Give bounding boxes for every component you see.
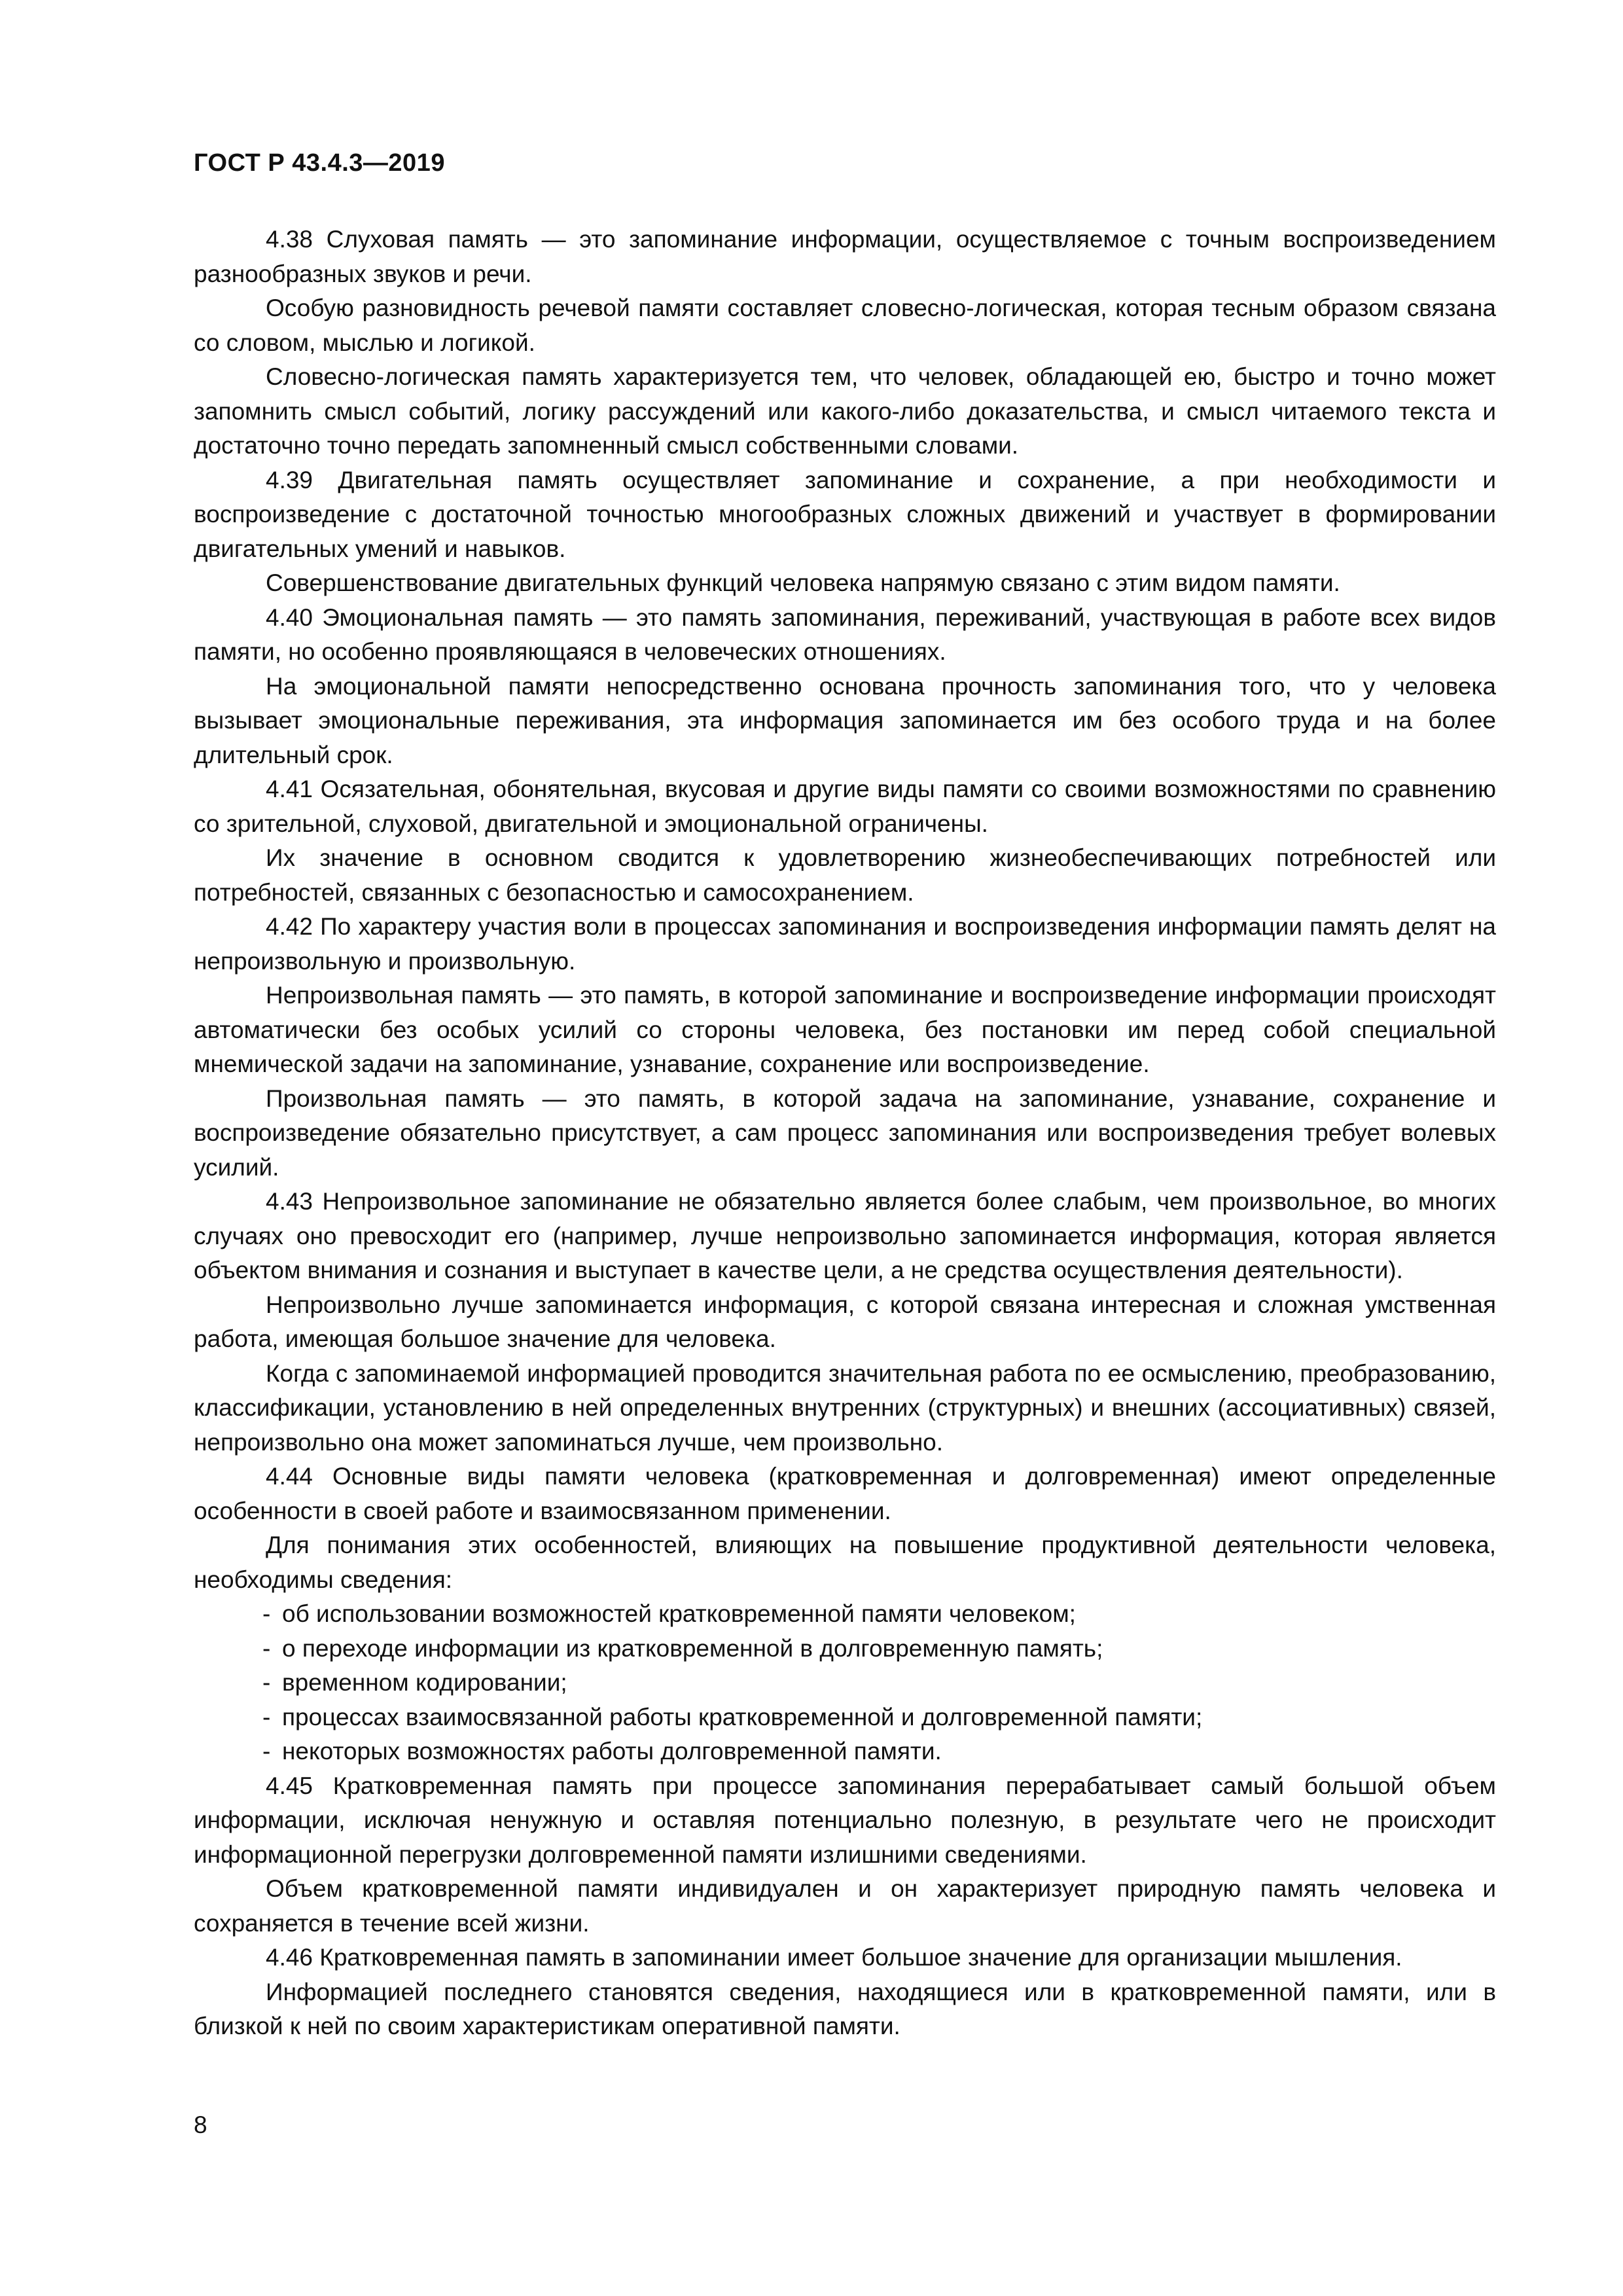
list-item-text: о переходе информации из кратковременной в долговременную память; <box>282 1634 1103 1662</box>
paragraph: Их значение в основном сводится к удовлетворению жизнеобеспечивающих потребностей или потребностей, связанных с безопасностью и самосохранением. <box>194 844 1496 906</box>
paragraph-4-42: 4.42 По характеру участия воли в процессах запоминания и воспроизведения информации память делят на непроизвольную и произвольную. <box>194 913 1496 975</box>
list-item-text: процессах взаимосвязанной работы кратковременной и долговременной памяти; <box>282 1703 1203 1731</box>
paragraph: Информацией последнего становятся сведения, находящиеся или в кратковременной памяти, или в близкой к ней по своим характеристикам оперативной памяти. <box>194 1978 1496 2039</box>
paragraph: Для понимания этих особенностей, влияющих на повышение продуктивной деятельности человека, необходимы сведения: <box>194 1532 1496 1593</box>
paragraph-4-39: 4.39 Двигательная память осуществляет запоминание и сохранение, а при необходимости и воспроизведение с достаточной точностью многообразных сложных движений и участвует в формировании двигательных умений и навыков. <box>194 466 1496 562</box>
paragraph-4-40: 4.40 Эмоциональная память — это память запоминания, переживаний, участвующая в работе всех видов памяти, но особенно проявляющаяся в человеческих отношениях. <box>194 603 1496 665</box>
list-item <box>194 1597 1496 1632</box>
paragraph-4-43: 4.43 Непроизвольное запоминание не обязательно является более слабым, чем произвольное, во многих случаях оно превосходит его (например, лучше непроизвольно запоминается информация, которая является объектом внимания и сознания и выступает в качестве цели, а не средства осуществления деятельности). <box>194 1188 1496 1283</box>
list-dash: - <box>262 1738 271 1765</box>
paragraph: Словесно-логическая память характеризуется тем, что человек, обладающей ею, быстро и точно может запомнить смысл событий, логику рассуждений или какого-либо доказательства, и смысл читаемого текста и достаточно точно передать запомненный смысл собственными словами. <box>194 363 1496 459</box>
paragraph: Произвольная память — это память, в которой задача на запоминание, узнавание, сохранение и воспроизведение обязательно присутствует, а сам процесс запоминания или воспроизведения требует волевых усилий. <box>194 1085 1496 1181</box>
list-item-text: об использовании возможностей кратковременной памяти человеком; <box>282 1600 1076 1627</box>
list-dash: - <box>262 1669 271 1696</box>
paragraph: Когда с запоминаемой информацией проводится значительная работа по ее осмыслению, преобразованию, классификации, установлению в ней определенных внутренних (структурных) и внешних (ассоциативных) связей, непроизвольно она может запоминаться лучше, чем произвольно. <box>194 1359 1496 1456</box>
list-dash: - <box>262 1634 271 1662</box>
paragraph: Непроизвольная память — это память, в которой запоминание и воспроизведение информации происходят автоматически без особых усилий со стороны человека, без постановки им перед собой специальной мнемической задачи на запоминание, узнавание, сохранение или воспроизведение. <box>194 982 1496 1077</box>
paragraph: Особую разновидность речевой памяти составляет словесно-логическая, которая тесным образом связана со словом, мыслью и логикой. <box>194 295 1496 356</box>
list-item <box>194 1700 1496 1735</box>
list-item <box>194 1734 1496 1769</box>
list-dash: - <box>262 1703 271 1731</box>
paragraph: Объем кратковременной памяти индивидуален и он характеризует природную память человека и сохраняется в течение всей жизни. <box>194 1875 1496 1937</box>
document-body <box>194 223 1496 2044</box>
paragraph-4-44: 4.44 Основные виды памяти человека (кратковременная и долговременная) имеют определенные особенности в своей работе и взаимосвязанном применении. <box>194 1463 1496 1524</box>
paragraph-4-38: 4.38 Слуховая память — это запоминание информации, осуществляемое с точным воспроизведением разнообразных звуков и речи. <box>194 226 1496 287</box>
list-item <box>194 1666 1496 1700</box>
page-number: 8 <box>194 2111 207 2138</box>
list-item-text: временном кодировании; <box>282 1669 567 1696</box>
paragraph-4-41: 4.41 Осязательная, обонятельная, вкусовая и другие виды памяти со своими возможностями по сравнению со зрительной, слуховой, двигательной и эмоциональной ограничены. <box>194 776 1496 837</box>
paragraph: Непроизвольно лучше запоминается информация, с которой связана интересная и сложная умственная работа, имеющая большое значение для человека. <box>194 1291 1496 1352</box>
paragraph: На эмоциональной памяти непосредственно основана прочность запоминания того, что у человека вызывает эмоциональные переживания, эта информация запоминается им без особого труда и на более длительный срок. <box>194 672 1496 768</box>
list-item <box>194 1632 1496 1666</box>
requirements-list <box>194 1597 1496 1769</box>
paragraph-4-45: 4.45 Кратковременная память при процессе запоминания перерабатывает самый большой объем информации, исключая ненужную и оставляя потенциально полезную, в результате чего не происходит информационной перегрузки долговременной памяти излишними сведениями. <box>194 1772 1496 1868</box>
paragraph-4-46: 4.46 Кратковременная память в запоминании имеет большое значение для организации мышления. <box>266 1944 1402 1971</box>
list-dash: - <box>262 1600 271 1627</box>
document-id-header: ГОСТ Р 43.4.3—2019 <box>194 149 445 177</box>
paragraph: Совершенствование двигательных функций человека напрямую связано с этим видом памяти. <box>266 569 1340 596</box>
list-item-text: некоторых возможностях работы долговременной памяти. <box>282 1738 942 1765</box>
